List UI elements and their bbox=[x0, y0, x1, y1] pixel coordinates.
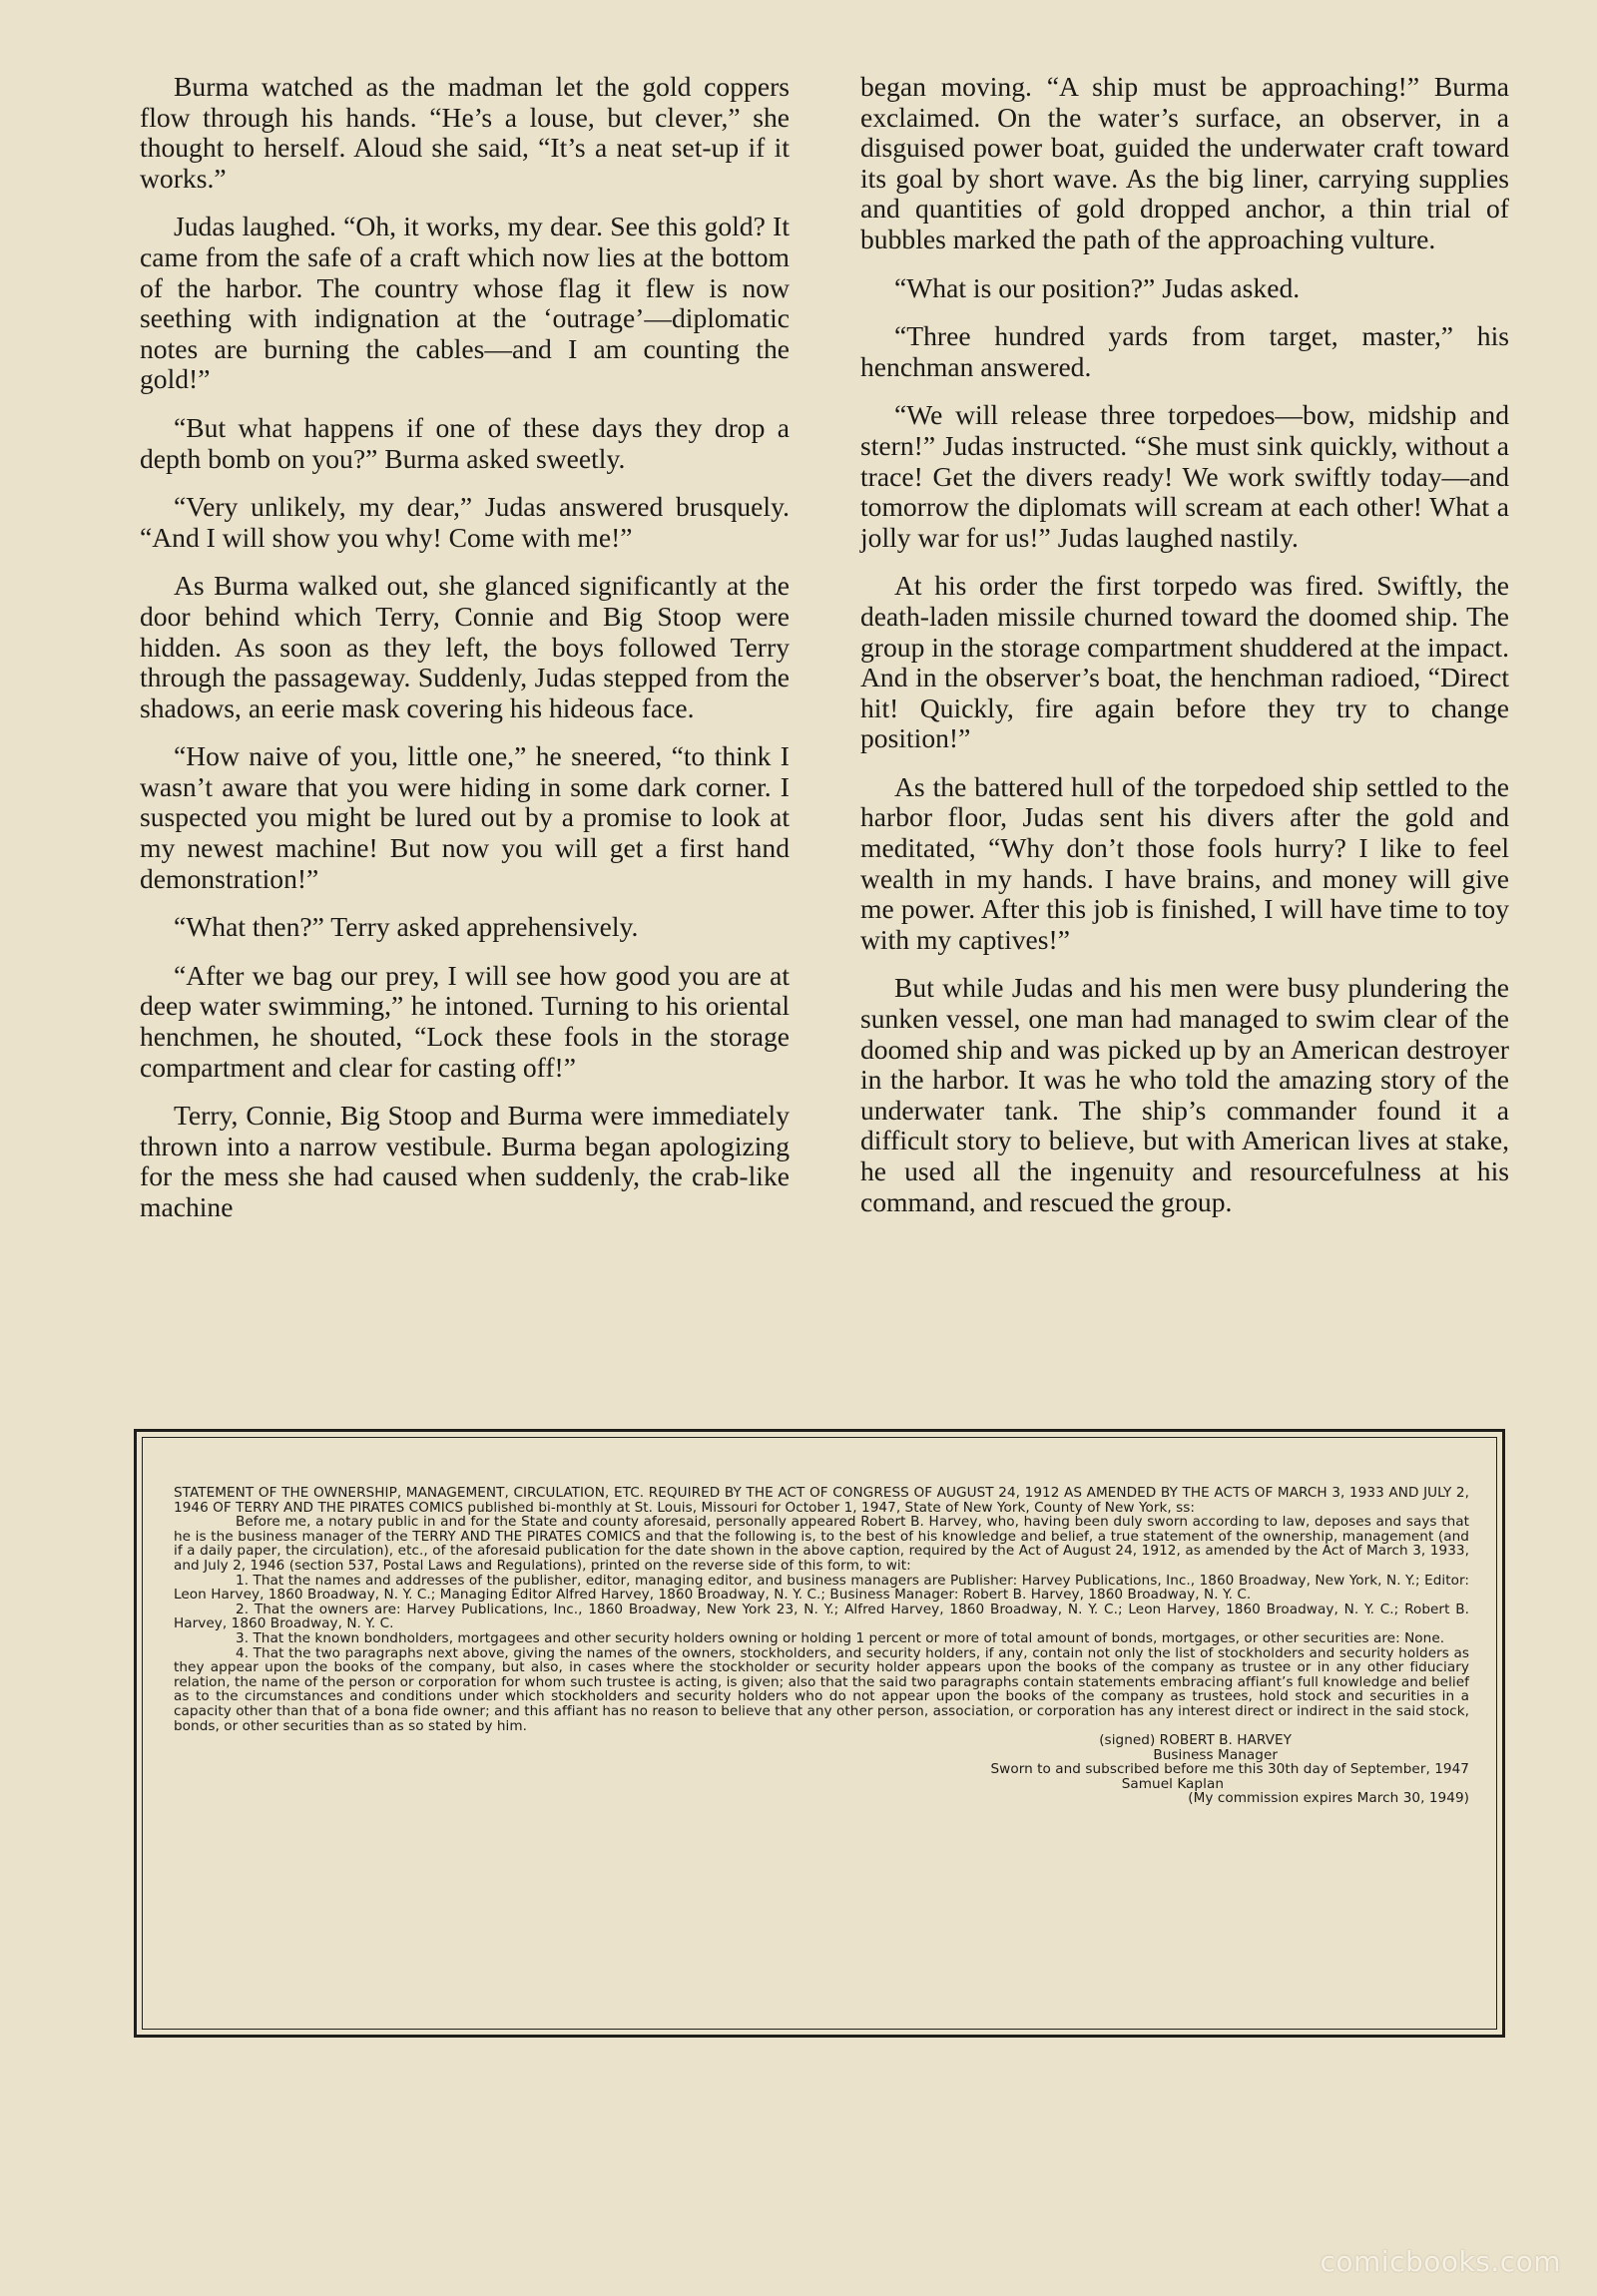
story-paragraph: At his order the first torpedo was fired. Swiftly, the death-laden missile churned toward the doomed ship. The group in the storage compartment shuddered at the impact. And in the observer’s boat, the henchman radioed, “Direct hit! Quickly, fire again before they try to change position!” bbox=[860, 570, 1509, 754]
site-watermark: comicbooks.com bbox=[1320, 2245, 1561, 2278]
story-right-column bbox=[860, 72, 1509, 1235]
statement-item-1: 1. That the names and addresses of the publisher, editor, managing editor, and business managers are Publisher: Harvey Publications, Inc., 1860 Broadway, New York, N. Y.; Editor: Leon Harvey, 1860 Broadway, N. Y. C.; Managing Editor Alfred Harvey, 1860 Broadway, N. Y. C.; Business Manager: Robert B. Harvey, 1860 Broadway, N. Y. C. bbox=[174, 1572, 1469, 1604]
story-paragraph: “But what happens if one of these days they drop a depth bomb on you?” Burma asked sweetly. bbox=[140, 411, 790, 474]
statement-item-2: 2. That the owners are: Harvey Publications, Inc., 1860 Broadway, New York 23, N. Y.; Alfred Harvey, 1860 Broadway, N. Y. C.; Leon Harvey, 1860 Broadway, N. Y. C.; Robert B. Harvey, 1860 Broadway, N. Y. C. bbox=[174, 1601, 1469, 1632]
story-paragraph: “Three hundred yards from target, master,” his henchman answered. bbox=[860, 320, 1509, 382]
story-paragraph-continued: began moving. “A ship must be approaching!” Burma exclaimed. On the water’s surface, an observer, in a disguised power boat, guided the underwater craft toward its goal by short wave. As the big liner, carrying supplies and quantities of gold dropped anchor, a thin trial of bubbles marked the path of the approaching vulture. bbox=[860, 71, 1509, 254]
statement-heading: STATEMENT OF THE OWNERSHIP, MANAGEMENT, CIRCULATION, ETC. REQUIRED BY THE ACT OF CONGRESS OF AUGUST 24, 1912 AS AMENDED BY THE ACTS OF MARCH 3, 1933 AND JULY 2, 1946 OF TERRY AND THE PIRATES COMICS published bi-monthly at St. Louis, Missouri for October 1, 1947, State of New York, County of New York, ss: bbox=[174, 1485, 1469, 1516]
story-paragraph: “Very unlikely, my dear,” Judas answered brusquely. “And I will show you why! Come with me!” bbox=[140, 491, 790, 553]
story-paragraph: As Burma walked out, she glanced significantly at the door behind which Terry, Connie and Big Stoop were hidden. As soon as they left, the boys followed Terry through the passageway. Suddenly, Judas stepped from the shadows, an eerie mask covering his hideous face. bbox=[140, 570, 790, 723]
story-paragraph: “After we bag our prey, I will see how good you are at deep water swimming,” he intoned. Turning to his oriental henchmen, he shouted, “Lock these fools in the storage compartment and clear for casting off!” bbox=[140, 959, 790, 1083]
story-paragraph: Judas laughed. “Oh, it works, my dear. See this gold? It came from the safe of a craft which now lies at the bottom of the harbor. The country whose flag it flew is now seething with indignation at the ‘outrage’—diplomatic notes are burning the cables—and I am counting the gold!” bbox=[140, 211, 790, 395]
signer-title: Business Manager bbox=[1153, 1746, 1278, 1763]
commission-expiry: (My commission expires March 30, 1949) bbox=[1188, 1790, 1469, 1807]
story-paragraph: Burma watched as the madman let the gold coppers flow through his hands. “He’s a louse, but clever,” she thought to herself. Aloud she said, “It’s a neat set-up if it works.” bbox=[140, 71, 790, 194]
ownership-statement bbox=[174, 1486, 1469, 1806]
statement-signature-block bbox=[174, 1733, 1469, 1806]
ownership-statement-box bbox=[134, 1429, 1505, 2038]
story-paragraph: As the battered hull of the torpedoed ship settled to the harbor floor, Judas sent his divers after the gold and meditated, “Why don’t those fools hurry? I like to feel wealth in my hands. I have brains, and money will give me power. After this job is finished, I will have time to toy with my captives!” bbox=[860, 770, 1509, 955]
story-paragraph: “How naive of you, little one,” he sneered, “to think I wasn’t aware that you were hiding in some dark corner. I suspected you might be lured out by a promise to look at my newest machine! But now you will get a first hand demonstration!” bbox=[140, 740, 790, 894]
story-paragraph: “What is our position?” Judas asked. bbox=[894, 271, 1301, 303]
sworn-line: Sworn to and subscribed before me this 30th day of September, 1947 bbox=[990, 1761, 1469, 1778]
statement-intro: Before me, a notary public in and for the State and county aforesaid, personally appeared Robert B. Harvey, who, having been duly sworn according to law, deposes and says that he is the business manager of the TERRY AND THE PIRATES COMICS and that the following is, to the best of his knowledge and belief, a true statement of the ownership, management (and if a daily paper, the circulation), etc., of the aforesaid publication for the date shown in the above caption, required by the Act of August 24, 1912, as amended by the Act of March 3, 1933, and July 2, 1946 (section 537, Postal Laws and Regulations), printed on the reverse side of this form, to wit: bbox=[174, 1514, 1469, 1574]
statement-item-4: 4. That the two paragraphs next above, giving the names of the owners, stockholders, and security holders, if any, contain not only the list of stockholders and security holders as they appear upon the books of the company, but also, in cases where the stockholder or security holder appears upon the books of the company as trustee or in any other fiduciary relation, the name of the person or corporation for whom such trustee is acting, is given; also that the said two paragraphs contain statements embracing affiant’s full knowledge and belief as to the circumstances and conditions under which stockholders and security holders who do not appear upon the books of the company as trustees, hold stock and securities in a capacity other than that of a bona fide owner; and this affiant has no reason to believe that any other person, association, or corporation has any interest direct or indirect in the said stock, bonds, or other securities than as so stated by him. bbox=[174, 1644, 1469, 1734]
story-paragraph: “What then?” Terry asked apprehensively. bbox=[174, 911, 639, 943]
notary-name: Samuel Kaplan bbox=[1121, 1775, 1224, 1792]
story-paragraph: Terry, Connie, Big Stoop and Burma were immediately thrown into a narrow vestibule. Burma began apologizing for the mess she had caused when suddenly, the crab-like machine bbox=[140, 1100, 790, 1222]
statement-item-3: 3. That the known bondholders, mortgagees and other security holders owning or holding 1 percent or more of total amount of bonds, mortgages, or other securities are: None. bbox=[236, 1629, 1445, 1646]
story-left-column bbox=[140, 72, 790, 1241]
story-paragraph: But while Judas and his men were busy plundering the sunken vessel, one man had managed to swim clear of the doomed ship and was picked up by an American destroyer in the harbor. It was he who told the amazing story of the underwater tank. The ship’s commander found it a difficult story to believe, but with American lives at stake, he used all the ingenuity and resourcefulness at his command, and rescued the group. bbox=[860, 972, 1509, 1217]
story-paragraph: “We will release three torpedoes—bow, midship and stern!” Judas instructed. “She must sink quickly, without a trace! Get the divers ready! We work swiftly today—and tomorrow the diplomats will scream at each other! What a jolly war for us!” Judas laughed nastily. bbox=[860, 399, 1509, 553]
signed-name: (signed) ROBERT B. HARVEY bbox=[1099, 1732, 1292, 1749]
